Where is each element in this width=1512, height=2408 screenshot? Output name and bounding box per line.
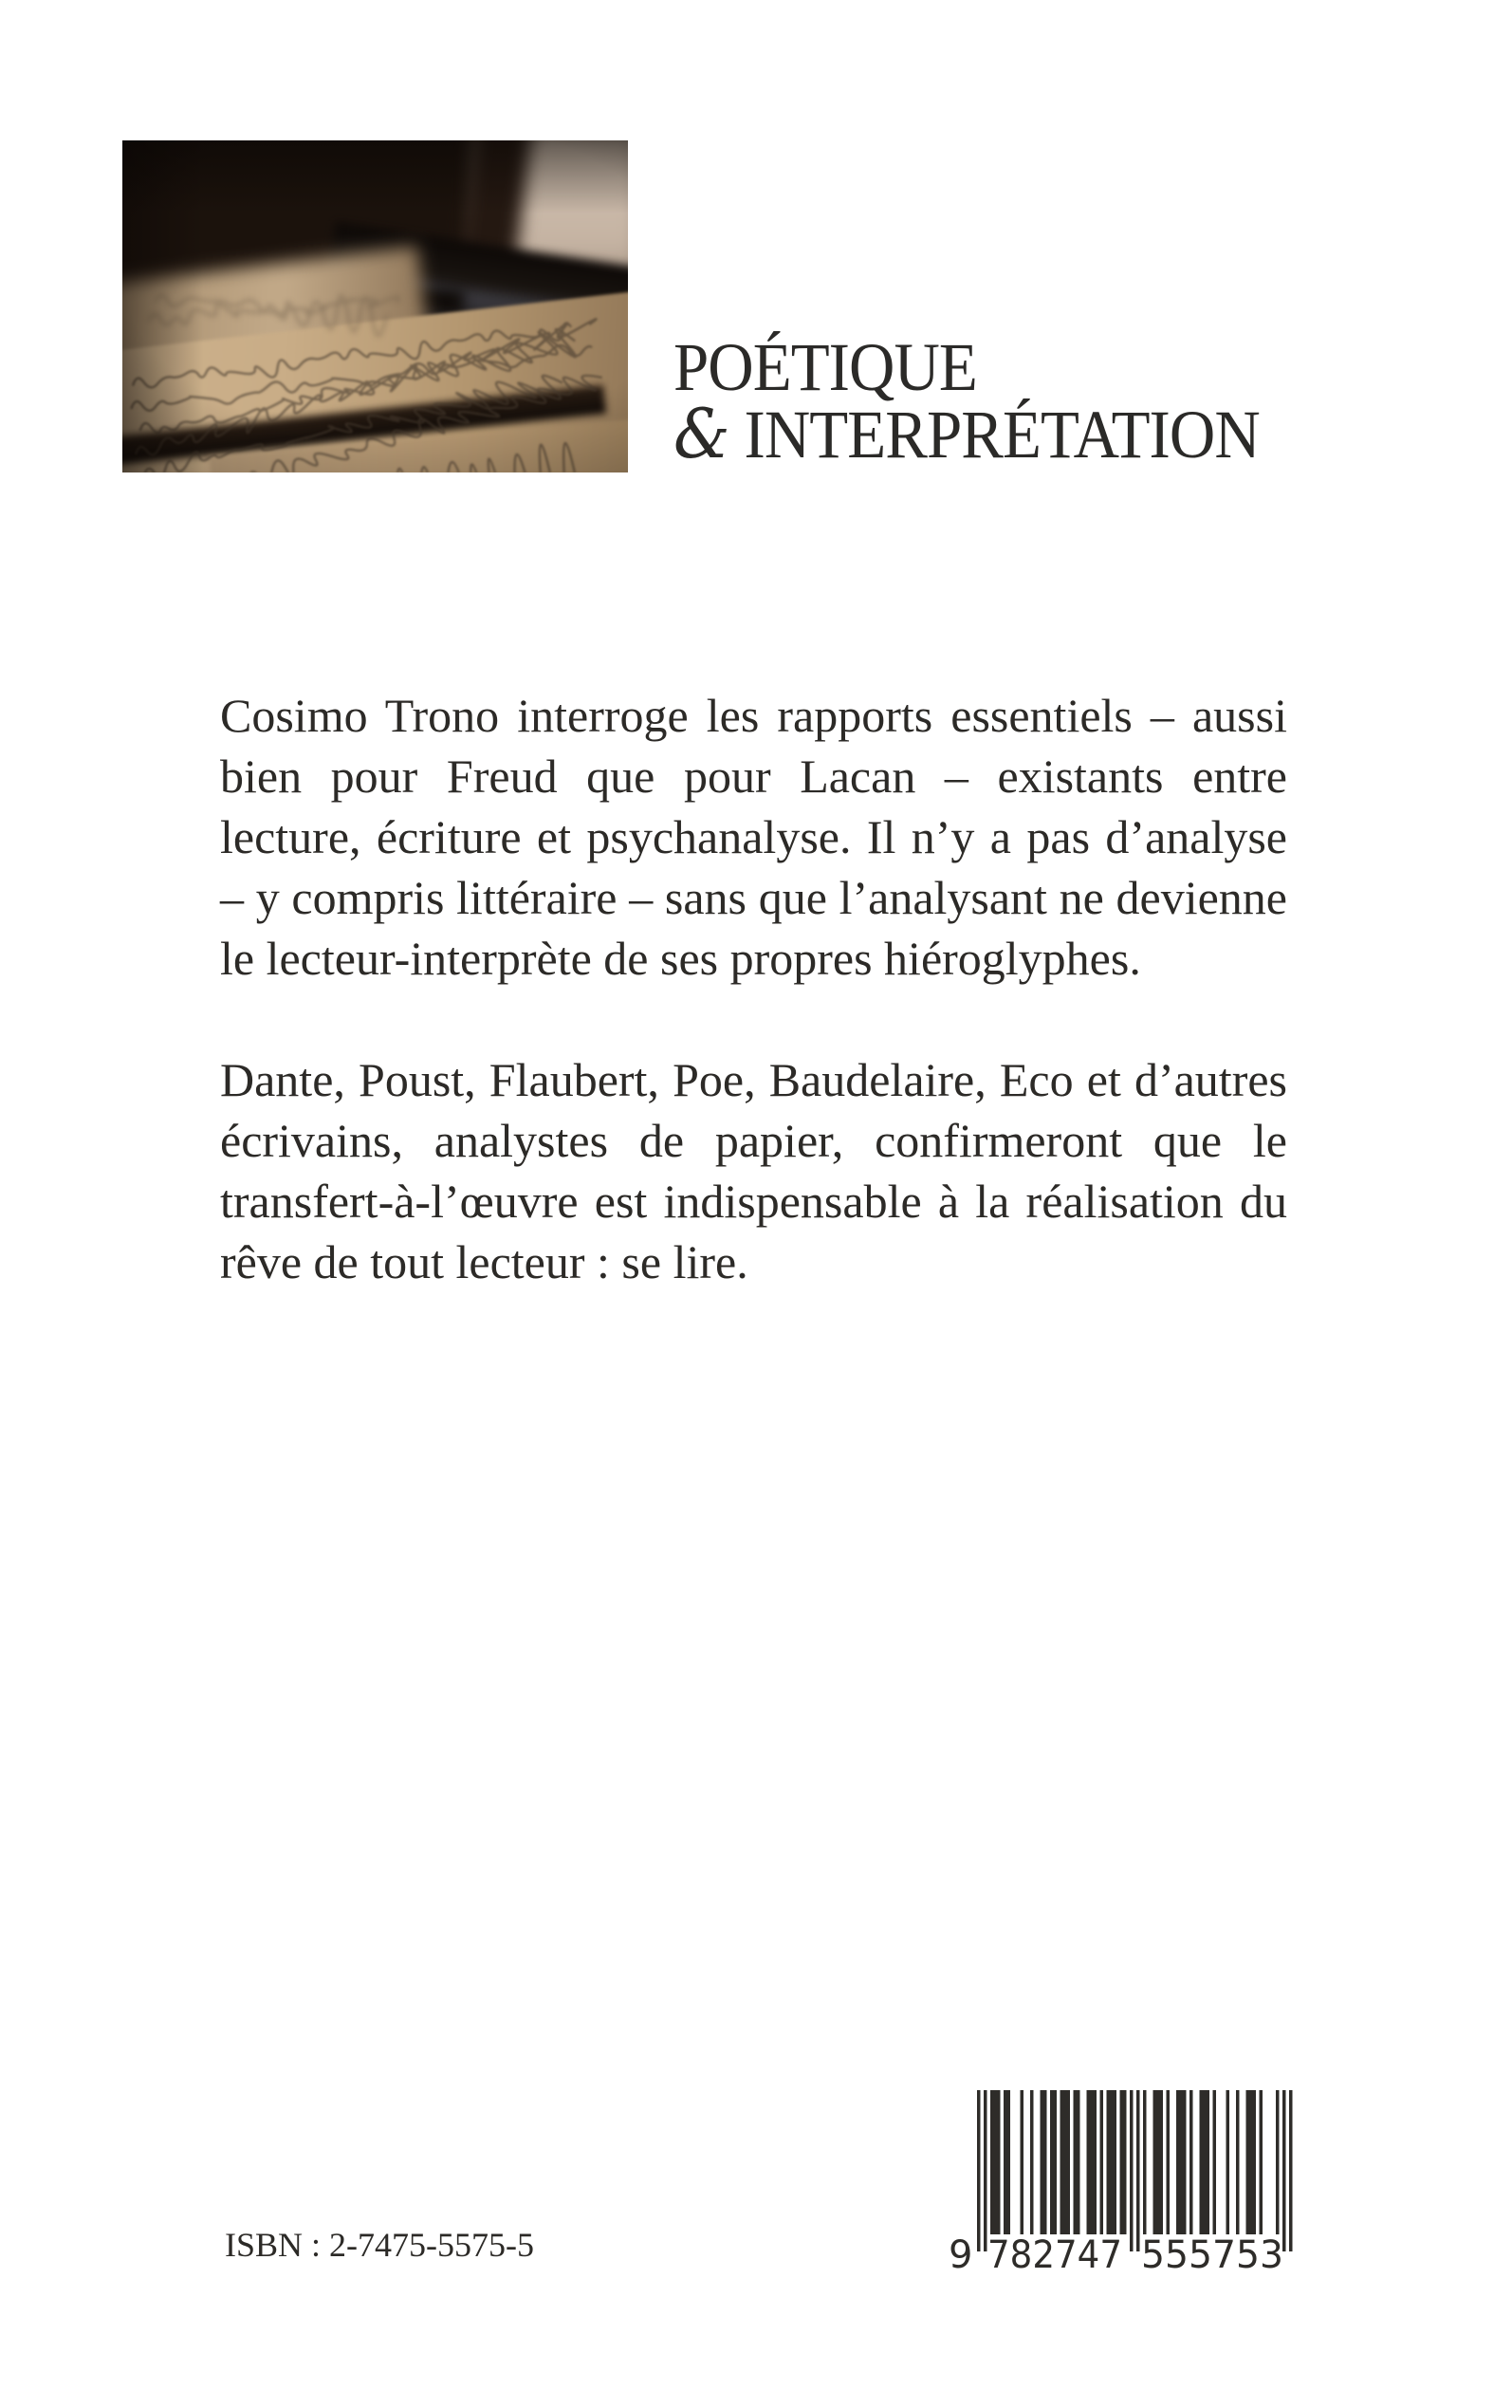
title-ampersand: & [673,394,729,473]
blurb-line: bien pour Freud que pour Lacan – existants entre [220,750,1287,803]
barcode-digits-left: 782747 [987,2233,1122,2274]
title-line-1: POÉTIQUE [673,329,977,405]
blurb-line: Cosimo Trono interroge les rapports essentiels – aussi [220,689,1287,742]
title-line-2 [673,394,1260,473]
blurb-paragraph-1 [220,685,1287,989]
title-line-2-text: INTERPRÉTATION [744,397,1260,472]
blurb-paragraph-2 [220,1049,1287,1292]
barcode-digits-right: 555753 [1141,2233,1283,2274]
book-title [673,329,1260,473]
photo-vignette [122,140,628,472]
blurb-line: le lecteur-interprète de ses propres hiéroglyphes. [220,932,1141,985]
barcode-bars [977,2090,1293,2251]
blurb-line: écrivains, analystes de papier, confirmeront que le [220,1114,1287,1167]
blurb-line: – y compris littéraire – sans que l’analysant ne devienne [220,871,1287,924]
blurb-line: lecture, écriture et psychanalyse. Il n’y a pas d’analyse [220,810,1287,863]
ean13-barcode [949,2090,1295,2274]
blurb-line: Dante, Poust, Flaubert, Poe, Baudelaire, Eco et d’autres [220,1053,1287,1106]
isbn-label: ISBN : 2-7475-5575-5 [225,2226,534,2264]
manuscript-photo [122,140,628,472]
blurb-line: rêve de tout lecteur : se lire. [220,1235,748,1288]
blurb-line: transfert-à-l’œuvre est indispensable à la réalisation du [220,1175,1287,1228]
barcode-digit-first: 9 [949,2233,973,2274]
